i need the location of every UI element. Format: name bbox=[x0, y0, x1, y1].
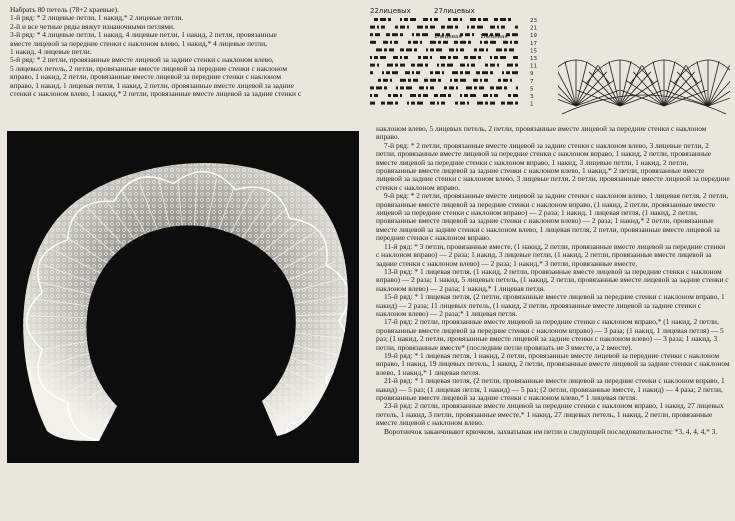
chart-row-number: 11 bbox=[530, 63, 537, 70]
chart-stitch bbox=[376, 86, 382, 89]
chart-stitch bbox=[502, 71, 504, 74]
chart-stitch bbox=[430, 18, 432, 21]
chart-stitch bbox=[400, 26, 405, 29]
chart-stitch bbox=[471, 26, 475, 29]
chart-stitch bbox=[407, 26, 409, 29]
chart-stitch bbox=[430, 71, 433, 74]
text-paragraph: 21-й ряд: * 1 лицевая петля, (2 петли, провязанные вместе лицевой за передние стенки с наклоном вправо, 1 накид) — 5 раз; (1 лицевая петля, 1 накид) — 5 раз; (2 петли, провязанные вместе, 1 накид) — 4 раза; 2 петли, провязанные вместе лицевой за задние стенки с наклоном влево,* 1 лицевая петля. bbox=[376, 376, 725, 402]
chart-stitch bbox=[426, 86, 428, 89]
chart-stitch bbox=[408, 79, 411, 82]
chart-stitch bbox=[501, 26, 505, 29]
chart-stitch bbox=[430, 41, 436, 44]
chart-stitch bbox=[434, 94, 438, 97]
chart-stitch bbox=[453, 18, 458, 21]
lace-collar-photo bbox=[7, 131, 359, 463]
chart-stitch bbox=[516, 86, 518, 89]
chart-stitch bbox=[412, 33, 414, 36]
chart-stitch bbox=[384, 86, 387, 89]
chart-stitch bbox=[408, 41, 411, 44]
chart-row-number: 13 bbox=[530, 56, 537, 62]
chart-stitch bbox=[504, 86, 507, 89]
chart-stitch bbox=[490, 102, 495, 105]
chart-stitch bbox=[370, 71, 373, 74]
chart-row-number: 19 bbox=[530, 33, 537, 40]
chart-stitch bbox=[474, 86, 477, 89]
chart-stitch bbox=[490, 56, 492, 59]
chart-stitch bbox=[447, 64, 453, 67]
chart-stitch bbox=[447, 26, 453, 29]
chart-stitch bbox=[456, 86, 458, 89]
chart-stitch bbox=[405, 71, 410, 74]
chart-stitch bbox=[395, 64, 398, 67]
chart-stitch bbox=[507, 64, 513, 67]
chart-stitch bbox=[419, 86, 424, 89]
chart-stitch bbox=[490, 94, 492, 97]
chart-stitch bbox=[423, 18, 428, 21]
chart-stitch bbox=[465, 33, 470, 36]
chart-stitch bbox=[483, 18, 488, 21]
chart-stitch bbox=[416, 71, 420, 74]
text-paragraph: 15-й ряд: * 1 лицевая петля, (2 петли, провязанные вместе лицевой за передние стенки с наклоном вправо, 1 накид) — 2 раза; 11 лицевых петель, (1 накид, 2 петли, провязанные вместе лицевой за задние стенки с наклоном влево) — 2 раза;* 1 лицевая петля. bbox=[376, 292, 725, 318]
chart-stitch bbox=[370, 86, 374, 89]
chart-stitch bbox=[424, 79, 428, 82]
chart-stitch bbox=[508, 94, 511, 97]
chart-stitch bbox=[386, 71, 390, 74]
chart-row-number: 5 bbox=[530, 86, 534, 93]
chart-stitch bbox=[448, 18, 451, 21]
chart-stitch bbox=[515, 26, 518, 29]
chart-stitch bbox=[422, 33, 428, 36]
chart-stitch bbox=[460, 48, 464, 51]
chart-row bbox=[378, 79, 512, 82]
chart-row bbox=[370, 71, 518, 74]
text-paragraph: 13-й ряд: * 1 лицевая петля, (1 накид, 2 петли, провязанные вместе лицевой за передние стенки с наклоном вправо) — 2 раза; 1 накид, 5 лицевых петель, (1 накид, 2 петли, провязанные вместе лицевой за задние стенки с наклоном влево) — 2 раза; 1 накид,* 1 лицевая петля. bbox=[376, 266, 729, 293]
chart-stitch bbox=[507, 102, 513, 105]
chart-stitch bbox=[500, 18, 506, 21]
chart-stitch bbox=[504, 48, 507, 51]
chart-stitch bbox=[394, 41, 398, 44]
chart-stitch bbox=[407, 102, 409, 105]
chart-stitch bbox=[416, 33, 420, 36]
chart-stitch bbox=[395, 26, 398, 29]
chart-stitch bbox=[503, 41, 508, 44]
chart-stitch bbox=[441, 26, 445, 29]
chart-stitch bbox=[474, 48, 477, 51]
chart-stitch bbox=[497, 26, 499, 29]
chart-stitch bbox=[513, 94, 518, 97]
chart-stitch bbox=[490, 41, 496, 44]
chart-stitch bbox=[476, 71, 480, 74]
chart-stitch bbox=[430, 48, 434, 51]
chart-stitch bbox=[374, 94, 378, 97]
chart-stitch bbox=[460, 94, 462, 97]
text-line: 1 накид, 4 лицевые петли. bbox=[10, 47, 92, 57]
chart-stitch bbox=[418, 56, 421, 59]
chart-stitch bbox=[386, 33, 390, 36]
chart-stitch bbox=[392, 33, 398, 36]
chart-stitch bbox=[370, 64, 375, 67]
chart-stitch bbox=[512, 71, 518, 74]
chart-stitch bbox=[430, 79, 436, 82]
chart-stitch bbox=[484, 79, 488, 82]
chart-stitch bbox=[370, 94, 372, 97]
chart-stitch bbox=[485, 102, 488, 105]
chart-stitch bbox=[375, 33, 380, 36]
chart-row bbox=[370, 26, 518, 29]
chart-stitch bbox=[400, 86, 404, 89]
chart-stitch bbox=[464, 56, 468, 59]
lace-scallop bbox=[173, 452, 235, 463]
chart-stitch bbox=[509, 48, 514, 51]
chart-row bbox=[370, 64, 518, 67]
chart-stitch bbox=[496, 86, 502, 89]
chart-stitch bbox=[393, 56, 398, 59]
knitting-chart bbox=[368, 4, 546, 108]
chart-stitch bbox=[467, 26, 469, 29]
text-paragraph: 11-й ряд: * 3 петли, провязанные вместе, (1 накид, 2 петли, провязанные вместе лицевой за передние стенки с наклоном вправо) — 2 раза; 1 накид, 3 лицевые петли, (1 накид, 2 петли, провязанные вместе лицевой за задние стенки с наклоном влево) — 2 раза; 1 накид,* 3 петли, провязанные вместе. bbox=[376, 241, 726, 268]
chart-stitch bbox=[473, 79, 478, 82]
chart-row-number: 17 bbox=[530, 40, 537, 47]
chart-stitch bbox=[480, 41, 482, 44]
chart-stitch bbox=[508, 18, 511, 21]
text-line: 2-й и все четные ряды вяжут изнаночными петлями. bbox=[10, 21, 175, 31]
chart-stitch bbox=[425, 64, 428, 67]
chart-stitch bbox=[410, 18, 416, 21]
chart-stitch bbox=[460, 64, 465, 67]
chart-stitch bbox=[370, 102, 375, 105]
chart-stitch bbox=[441, 102, 445, 105]
chart-stitch bbox=[370, 26, 375, 29]
chart-stitch bbox=[426, 48, 428, 51]
chart-label-left: 1лицевая bbox=[434, 34, 462, 40]
chart-stitch bbox=[470, 94, 476, 97]
chart-stitch bbox=[494, 18, 498, 21]
chart-stitch bbox=[388, 94, 391, 97]
chart-stitch bbox=[417, 26, 423, 29]
chart-stitch bbox=[515, 102, 518, 105]
chart-row-number: 1 bbox=[530, 101, 534, 108]
chart-stitch bbox=[400, 18, 402, 21]
chart-stitch bbox=[438, 41, 441, 44]
chart-stitch bbox=[460, 18, 462, 21]
chart-stitch bbox=[392, 71, 398, 74]
chart-stitch bbox=[413, 79, 418, 82]
chart-stitch bbox=[443, 41, 448, 44]
chart-row-number: 9 bbox=[530, 71, 534, 78]
chart-stitch bbox=[506, 71, 510, 74]
chart-stitch bbox=[423, 94, 428, 97]
chart-row-number: 15 bbox=[530, 48, 537, 55]
chart-stitch bbox=[450, 79, 452, 82]
text-paragraph: 23-й ряд: 2 петли, провязанные вместе лицевой за передние стенки с наклоном вправо, 1 накид, 27 лицевых петель, 1 накид, 3 петли, провязанные вместе,* 1 накид, 27 лицевых петель, 1 накид, 2 петли, провязанные вместе лицевой с наклоном влево. bbox=[376, 401, 724, 428]
chart-stitch bbox=[370, 41, 376, 44]
chart-stitch bbox=[438, 79, 441, 82]
text-paragraph: наклоном влево, 5 лицевых петель, 2 петли, провязанные вместе лицевой за передние стенки с наклоном вправо. bbox=[376, 124, 707, 142]
chart-stitch bbox=[381, 26, 385, 29]
chart-stitch bbox=[377, 64, 379, 67]
chart-stitch bbox=[465, 71, 470, 74]
chart-stitch bbox=[494, 94, 498, 97]
chart-stitch bbox=[498, 79, 501, 82]
chart-row bbox=[374, 18, 511, 21]
chart-stitch bbox=[380, 56, 386, 59]
chart-stitch bbox=[370, 33, 373, 36]
chart-stitch bbox=[455, 102, 458, 105]
chart-stitch bbox=[383, 79, 388, 82]
chart-stitch bbox=[430, 102, 435, 105]
text-paragraph: 9-й ряд: * 2 петли, провязанные вместе лицевой за задние стенки с наклоном влево, 1 лицевая петля, 2 петли, провязанные вместе лицевой за передние стенки с наклоном вправо, (1 накид, 2 петли, провязанные вместе лицевой за передние стенки с наклоном вправо) — 2 раза; 1 накид, 1 лицевая петля, (1 накид, 2 петли, провязанные вместе лицевой за задние стенки с наклоном влево) — 2 раза; 1 накид,* 2 петли, провязанные вместе лицевой за задние стенки с наклоном влево, 1 лицевая петля, 2 петли, провязанные вместе лицевой за передние стенки с наклоном вправо. bbox=[376, 191, 729, 243]
chart-stitch bbox=[454, 41, 458, 44]
chart-stitch bbox=[478, 56, 481, 59]
text-line: 5-й ряд: * 2 петли, провязанные вместе лицевой за задние стенки с наклоном влево, bbox=[10, 55, 274, 65]
chart-stitch bbox=[400, 64, 405, 67]
chart-row bbox=[376, 48, 514, 51]
chart-stitch bbox=[510, 41, 512, 44]
chart-stitch bbox=[464, 94, 468, 97]
chart-stitch bbox=[490, 64, 495, 67]
chart-stitch bbox=[490, 71, 493, 74]
chart-stitch bbox=[460, 102, 465, 105]
chart-stitch bbox=[512, 33, 518, 36]
fan-motif bbox=[621, 60, 707, 106]
chart-stitch bbox=[400, 56, 402, 59]
lace-collar-image bbox=[7, 131, 359, 463]
chart-row bbox=[370, 56, 518, 59]
chart-stitch bbox=[478, 18, 481, 21]
chart-stitch bbox=[376, 48, 382, 51]
chart-stitch bbox=[470, 56, 476, 59]
chart-stitch bbox=[440, 56, 446, 59]
chart-stitch bbox=[414, 48, 417, 51]
chart-stitch bbox=[436, 48, 442, 51]
chart-stitch bbox=[381, 102, 385, 105]
pattern-text-left bbox=[10, 6, 368, 98]
chart-row bbox=[370, 94, 518, 97]
chart-stitch bbox=[395, 102, 398, 105]
chart-stitch bbox=[510, 79, 512, 82]
chart-stitch bbox=[434, 18, 438, 21]
chart-stitch bbox=[467, 64, 469, 67]
chart-stitch bbox=[490, 86, 494, 89]
chart-stitch bbox=[411, 102, 415, 105]
text-paragraph: 19-й ряд: * 1 лицевая петля, 1 накид, 2 петли, провязанные вместе лицевой за передние стенки с наклоном вправо, 1 накид, 19 лицевых петель, 1 накид, 2 петли, провязанные вместе лицевой за задние стенки с наклоном влево, 1 накид,* 1 лицевая петля. bbox=[376, 350, 730, 377]
chart-stitch bbox=[472, 33, 474, 36]
chart-stitch bbox=[377, 26, 379, 29]
chart-stitch bbox=[430, 86, 434, 89]
chart-stitch bbox=[466, 86, 472, 89]
chart-stitch bbox=[406, 86, 412, 89]
chart-stitch bbox=[417, 64, 423, 67]
chart-row bbox=[370, 41, 518, 44]
chart-stitch bbox=[382, 71, 384, 74]
chart-stitch bbox=[479, 48, 484, 51]
chart-stitch bbox=[412, 71, 414, 74]
chart-stitch bbox=[494, 56, 498, 59]
text-line: стенки с наклоном влево, 1 накид,* 2 петли, провязанные вместе лицевой за задние стенки с bbox=[10, 89, 302, 99]
chart-stitch bbox=[388, 18, 391, 21]
chart-stitch bbox=[400, 79, 406, 82]
chart-row-number: 3 bbox=[530, 94, 534, 100]
chart-stitch bbox=[453, 56, 458, 59]
chart-stitch bbox=[406, 48, 412, 51]
chart-stitch bbox=[418, 94, 421, 97]
fan-motif bbox=[577, 60, 663, 106]
chart-stitch bbox=[417, 102, 423, 105]
pattern-text-right bbox=[376, 125, 730, 436]
chart-stitch bbox=[460, 79, 466, 82]
chart-stitch bbox=[444, 86, 447, 89]
chart-stitch bbox=[515, 64, 518, 67]
chart-stitch bbox=[404, 18, 408, 21]
chart-stitch bbox=[387, 102, 393, 105]
chart-stitch bbox=[380, 18, 386, 21]
chart-stitch bbox=[484, 41, 488, 44]
chart-stitch bbox=[411, 64, 415, 67]
chart-stitch bbox=[477, 26, 483, 29]
chart-row bbox=[370, 86, 518, 89]
text-line: 3-й ряд: * 4 лицевые петли, 1 накид, 4 лицевые петли, 1 накид, 2 петли, провязанные bbox=[10, 30, 277, 40]
chart-stitch bbox=[460, 41, 466, 44]
chart-stitch bbox=[455, 26, 458, 29]
chart-stitch bbox=[441, 64, 445, 67]
chart-stitch bbox=[384, 48, 387, 51]
chart-stitch bbox=[387, 64, 393, 67]
chart-stitch bbox=[483, 94, 488, 97]
chart-row-number: 21 bbox=[530, 25, 537, 32]
chart-stitch bbox=[389, 48, 394, 51]
chart-stitch bbox=[496, 48, 502, 51]
text-paragraph: 7-й ряд: * 2 петли, провязанные вместе лицевой за задние стенки с наклоном влево, 3 лицевые петли, 2 петли, провязанные вместе лицевой за передние стенки с наклоном вправо, 1 накид, 2 петли, провязанные вместе лицевой за передние стенки с наклоном вправо, 1 накид, 3 лицевые петли, 1 накид, 2 петли, провязанные вместе лицевой за задние стенки с наклоном влево, 1 накид,* 2 петли, провязанные вместе лицевой за задние стенки с наклоном влево, 3 лицевые петли, 2 петли, провязанные вместе лицевой за передние стенки с наклоном вправо. bbox=[376, 140, 730, 192]
chart-stitch bbox=[479, 86, 484, 89]
chart-row-number: 7 bbox=[530, 78, 534, 85]
chart-stitch bbox=[477, 102, 483, 105]
chart-stitch bbox=[396, 86, 398, 89]
collar-diagram bbox=[558, 6, 730, 122]
chart-stitch bbox=[503, 79, 508, 82]
text-line: вправо, 1 накид, 1 лицевая петля, 1 накид, 2 петли, провязанные вместе лицевой за задние bbox=[10, 80, 294, 90]
chart-stitch bbox=[425, 26, 428, 29]
chart-stitch bbox=[430, 56, 432, 59]
chart-stitch bbox=[454, 79, 458, 82]
chart-stitch bbox=[448, 94, 451, 97]
chart-stitch bbox=[449, 48, 454, 51]
chart-stitch bbox=[400, 33, 403, 36]
chart-stitch bbox=[374, 18, 378, 21]
chart-row bbox=[370, 102, 518, 105]
chart-stitch bbox=[467, 102, 469, 105]
chart-stitch bbox=[514, 41, 518, 44]
text-paragraph: 17-й ряд: 2 петли, провязанные вместе лицевой за передние стенки с наклоном вправо,* (1 накид, 2 петли, провязанные вместе лицевой за передние стенки с наклоном вправо) — 3 раза; (1 накид, 1 лицевая петля) — 5 раз; (1 накид, 2 петли, провязанные вместе лицевой за задние стенки с наклоном влево) — 3 раза; 1 накид, 3 петли, провязанные вместе* (последние петли провязать не 3 вместе, а 2 вместе). bbox=[376, 317, 724, 352]
chart-stitch bbox=[500, 56, 506, 59]
chart-stitch bbox=[471, 64, 475, 67]
chart-stitch bbox=[410, 94, 416, 97]
text-line: вместе лицевой за передние стенки с наклоном влево, 1 накид,* 4 лицевые петли, bbox=[10, 38, 267, 48]
chart-stitch bbox=[456, 48, 458, 51]
chart-stitch bbox=[460, 71, 463, 74]
lace-scallop bbox=[114, 441, 173, 463]
chart-stitch bbox=[513, 56, 518, 59]
chart-stitch bbox=[390, 41, 392, 44]
chart-header-left: 22лицевых bbox=[370, 7, 411, 15]
chart-stitch bbox=[501, 102, 505, 105]
chart-label-right: 1лицевая bbox=[480, 34, 508, 40]
chart-stitch bbox=[497, 64, 499, 67]
chart-stitch bbox=[383, 41, 388, 44]
chart-stitch bbox=[437, 102, 439, 105]
chart-stitch bbox=[423, 56, 428, 59]
chart-stitch bbox=[378, 79, 381, 82]
chart-stitch bbox=[400, 94, 402, 97]
chart-stitch bbox=[485, 64, 488, 67]
chart-stitch bbox=[486, 48, 488, 51]
chart-stitch bbox=[430, 26, 435, 29]
text-line: 1-й ряд: * 2 лицевые петли, 1 накид,* 2 лицевые петли. bbox=[10, 13, 184, 23]
chart-stitch bbox=[413, 41, 418, 44]
chart-stitch bbox=[370, 56, 372, 59]
chart-stitch bbox=[468, 41, 471, 44]
chart-row-number: 23 bbox=[530, 18, 537, 24]
text-line: вправо, 1 накид, 2 петли, провязанные вместе лицевой за передние стенки с наклоном bbox=[10, 72, 282, 82]
text-paragraph: Воротничок заканчивают крючком, захватывая им петли в следующей последовательности: *3, 4, 4, 4,* 3. bbox=[384, 426, 718, 436]
chart-stitch bbox=[482, 71, 488, 74]
text-line: Набрать 80 петель (78+2 краевые). bbox=[10, 5, 119, 14]
chart-stitch bbox=[393, 94, 398, 97]
text-line: 5 лицевых петель, 2 петли, провязанные вместе лицевой за передние стенки с наклоном bbox=[10, 63, 288, 73]
chart-stitch bbox=[437, 64, 439, 67]
chart-stitch bbox=[490, 26, 495, 29]
chart-stitch bbox=[435, 71, 440, 74]
chart-stitch bbox=[470, 18, 476, 21]
chart-stitch bbox=[448, 56, 451, 59]
chart-stitch bbox=[440, 94, 446, 97]
chart-stitch bbox=[420, 41, 422, 44]
chart-stitch bbox=[390, 79, 392, 82]
chart-stitch bbox=[442, 71, 444, 74]
chart-stitch bbox=[449, 86, 454, 89]
chart-stitch bbox=[404, 56, 408, 59]
chart-stitch bbox=[452, 71, 458, 74]
chart-header-right: 27лицевых bbox=[434, 7, 475, 15]
chart-stitch bbox=[400, 48, 404, 51]
chart-stitch bbox=[374, 56, 378, 59]
chart-stitch bbox=[480, 79, 482, 82]
